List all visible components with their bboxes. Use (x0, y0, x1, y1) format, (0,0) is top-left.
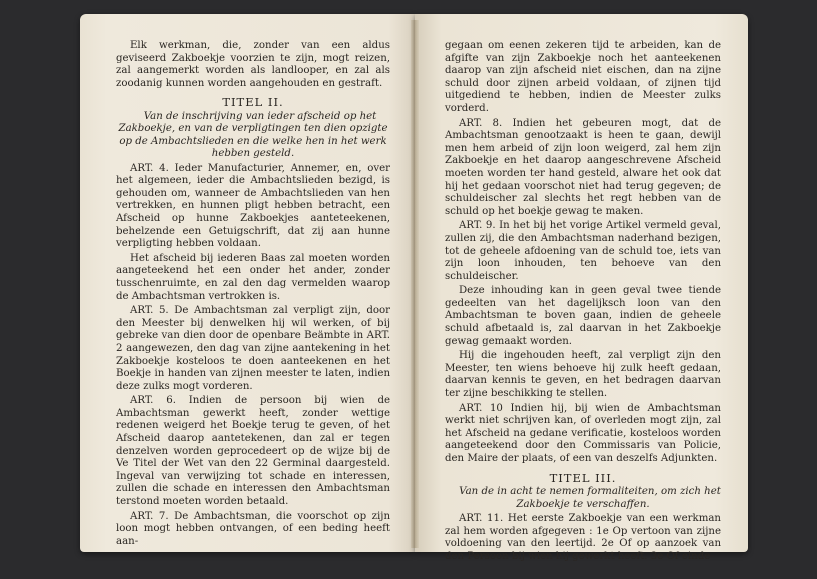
left-article-6: ART. 6. Indien de persoon bij wien de Ambachtsman gewerkt heeft, zonder wettige redenen weigerd het Boekje terug te geven, of het Afscheid daarop aantetekenen, dan zal er tegen denzelven worden geprocedeert op de wijze bij de Ve Titel der Wet van den 22 Germinal daargesteld. Ingeval van verwijzing tot schade en interessen, zullen die schade en interessen den Ambachtsman terstond moeten worden betaald. (116, 395, 390, 508)
book-gutter (411, 20, 419, 548)
left-page-text (116, 40, 390, 550)
left-article-7: ART. 7. De Ambachtsman, die voorschot op zijn loon mogt hebben ontvangen, of een beding heeft aan- (116, 510, 390, 547)
left-article-4: ART. 4. Ieder Manufacturier, Annemer, en, over het algemeen, ieder die Ambachtslieden bezigd, is gehouden om, wanneer de Ambachtslieden van hen vertrekken, en hunnen pligt hebben betracht, een Afscheid op hunne Zakboekjes aanteteekenen, behelzende een Getuigschrift, dat zij aan hunne verpligting hebben voldaan. (116, 162, 390, 250)
right-title-heading: TITEL III. (549, 470, 617, 485)
right-title-subheading: Van de in acht te nemen formaliteiten, om zich het Zakboekje te verschaffen. (459, 486, 721, 510)
left-title-subheading: Van de inschrijving van ieder afscheid op het Zakboekje, en van de verpligtingen ten dien opzigte op de Ambachtslieden en die welke hen in het werk hebben gesteld. (118, 110, 388, 160)
left-page (80, 14, 415, 552)
left-title-heading: TITEL II. (222, 95, 284, 110)
left-paragraph-afscheid: Het afscheid bij iederen Baas zal moeten worden aangeteekend het een onder het ander, zonder tusschenruimte, en zal den dag vermelden waarop de Ambachtsman vertrokken is. (116, 252, 390, 302)
right-article-10: ART. 10 Indien hij, bij wien de Ambachtsman werkt niet schrijven kan, of overleden mogt zijn, zal het Afscheid na gedane verificatie, kosteloos worden aangeteekend door den Commissaris van Policie, den Maire der plaats, of een van deszelfs Adjunkten. (445, 402, 721, 464)
right-page (415, 14, 748, 562)
right-paragraph-ingehouden: Hij die ingehouden heeft, zal verpligt zijn den Meester, ten wiens behoeve hij zulk heeft gedaan, daarvan kennis te geven, en het bedragen daarvan ter zijne beschikking te stellen. (445, 350, 721, 400)
right-page-text (445, 40, 721, 565)
right-article-9: ART. 9. In het bij het vorige Artikel vermeld geval, zullen zij, die den Ambachtsman naderhand bezigen, tot de geheele afdoening van de schuld toe, iets van zijn loon inhouden, ten behoeve van den schuldeischer. (445, 220, 721, 282)
right-paragraph-inhouding: Deze inhouding kan in geen geval twee tiende gedeelten van het dagelijksch loon van den Ambachtsman te boven gaan, indien de geheele schuld afbetaald is, zal daarvan in het Zakboekje gewag gemaakt worden. (445, 285, 721, 347)
right-article-11: ART. 11. Het eerste Zakboekje van een werkman zal hem worden afgegeven : 1e Op vertoon van zijne voldoening van den leertijd. 2e Of op aanzoek van den Persoon bij wien hij gewerkt heeft. 3e Of einde- (445, 513, 721, 562)
left-paragraph-1: Elk werkman, die, zonder van een aldus geviseerd Zakboekje voorzien te zijn, mogt reizen, zal aangemerkt worden als landlooper, en zal als zoodanig kunnen worden aangehouden en gestraft. (116, 40, 390, 89)
open-booklet (80, 14, 748, 562)
right-article-8: ART. 8. Indien het gebeuren mogt, dat de Ambachtsman genootzaakt is heen te gaan, dewijl men hem arbeid of zijn loon weigerd, zal hem zijn Zakboekje en het daarop aangeschrevene Afscheid moeten worden ter hand gesteld, alware het ook dat hij het gedaan voorschot niet had terug gegeven; de schuldeischer zal slechts het regt hebben van de schuld op het boekje gewag te maken. (445, 117, 721, 217)
left-article-5: ART. 5. De Ambachtsman zal verpligt zijn, door den Meester bij denwelken hij wil werken, of bij gebreke van dien door de openbare Beämbte in ART. 2 aangewezen, den dag van zijne aantekening in het Zakboekje kosteloos te doen aanteekenen en het Boekje in handen van zijnen meester te laten, indien deze zulks mogt vorderen. (116, 305, 390, 392)
right-paragraph-continued: gegaan om eenen zekeren tijd te arbeiden, kan de afgifte van zijn Zakboekje noch het aanteekenen daarop van zijn afscheid niet eischen, dan na zijne schuld door zijnen arbeid voldaan, of zijnen tijd uitgediend te hebben, indien de Meester zulks vorderd. (445, 40, 721, 114)
